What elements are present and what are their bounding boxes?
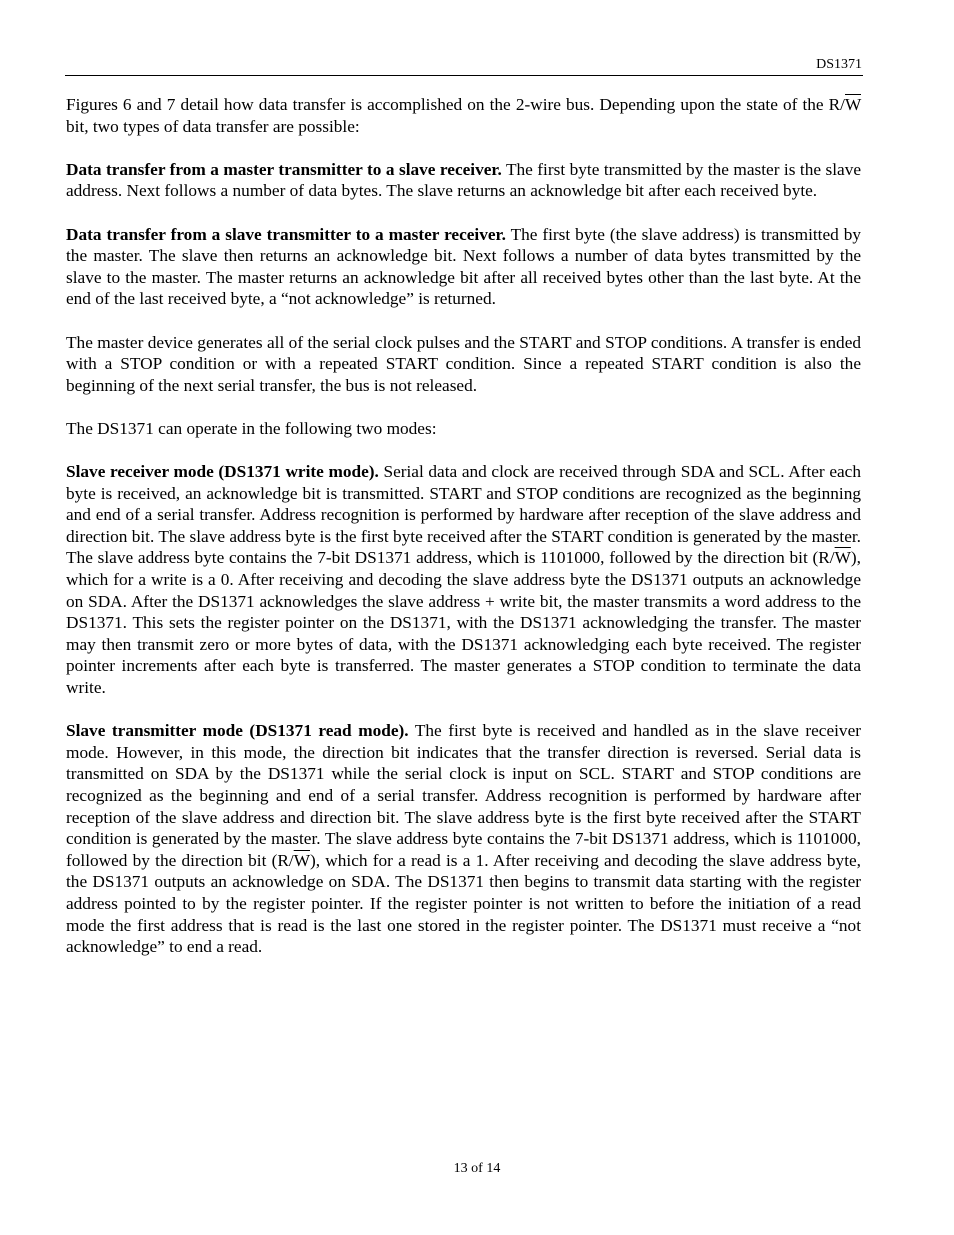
master-device-paragraph: The master device generates all of the serial clock pulses and the START and STOP conditions. A transfer is ended with a STOP condition or with a repeated START condition. Since a repeated START condition is also the beginning of the next serial transfer, the bus is not released. — [66, 332, 861, 395]
slave-transmitter-paragraph: Data transfer from a slave transmitter to a master receiver. The first byte (the slave address) is transmitted by the master. The slave then returns an acknowledge bit. Next follows a number of data bytes transmitted by the slave to the master. The master returns an acknowledge bit after all received bytes other than the last byte. At the end of the last received byte, a “not acknowledge” is returned. — [66, 224, 861, 309]
rw-overline-w: $\overline{W}$ — [834, 548, 851, 568]
page-number: 13 of 14 — [453, 1161, 501, 1176]
write-mode-heading: Slave receiver mode (DS1371 write mode). — [66, 462, 379, 482]
rw-overline-w: $\overline{W}$ — [845, 95, 861, 114]
header-divider — [65, 75, 863, 76]
master-transmitter-heading: Data transfer from a master transmitter to a slave receiver. — [66, 159, 502, 179]
read-mode-heading: Slave transmitter mode (DS1371 read mode). — [66, 721, 409, 741]
rw-overline-w: $\overline{W}$ — [293, 850, 310, 870]
write-mode-paragraph: Slave receiver mode (DS1371 write mode). Serial data and clock are received through SDA and SCL. After each byte is received, an acknowledge bit is transmitted. START and STOP conditions are recognized as the beginning and end of a serial transfer. Address recognition is performed by hardware after reception of the slave address and direction bit. The slave address byte is the first byte received after the START condition is generated by the master. The slave address byte contains the 7-bit DS1371 address, which is 1101000, followed by the direction bit $(R/\overline{W})$, which for a write is a 0. After receiving and decoding the slave address byte the DS1371 outputs an acknowledge on SDA. After the DS1371 acknowledges the slave address + write bit, the master transmits a word address to the DS1371. This sets the register pointer on the DS1371, with the DS1371 acknowledging the transfer. The master may then transmit zero or more bytes of data, with the DS1371 acknowledging each byte received. The register pointer increments after each byte is transferred. The master generates a STOP condition to terminate the data write. — [66, 462, 862, 698]
intro-paragraph: Figures 6 and 7 detail how data transfer is accomplished on the 2-wire bus. Depending upon the state of the $R/\overline{W}$ bit, two types of data transfer are possible: — [66, 95, 861, 136]
read-mode-paragraph: Slave transmitter mode (DS1371 read mode). The first byte is received and handled as in the slave receiver mode. However, in this mode, the direction bit indicates that the transfer direction is reversed. Serial data is transmitted on SDA by the DS1371 while the serial clock is input on SCL. START and STOP conditions are recognized as the beginning and end of a serial transfer. Address recognition is performed by hardware after reception of the slave address and direction bit. The slave address byte is the first byte received after the START condition is generated by the master. The slave address byte contains the 7-bit DS1371 address, which is 1101000, followed by the direction bit $(R/\overline{W})$, which for a read is a 1. After receiving and decoding the slave address byte, the DS1371 outputs an acknowledge on SDA. The DS1371 then begins to transmit data starting with the register address pointed to by the register pointer. If the register pointer is not written to before the initiation of a read mode the first address that is read is the last one stored in the register pointer. The DS1371 must receive a “not acknowledge” to end a read. — [66, 721, 861, 957]
header-doc-id: DS1371 — [816, 57, 862, 72]
master-transmitter-paragraph: Data transfer from a master transmitter to a slave receiver. The first byte transmitted by the master is the slave address. Next follows a number of data bytes. The slave returns an acknowledge bit after each received byte. — [66, 159, 862, 201]
page-body — [66, 94, 861, 979]
modes-intro-paragraph: The DS1371 can operate in the following two modes: — [66, 418, 437, 438]
slave-transmitter-heading: Data transfer from a slave transmitter to a master receiver. — [66, 224, 506, 244]
